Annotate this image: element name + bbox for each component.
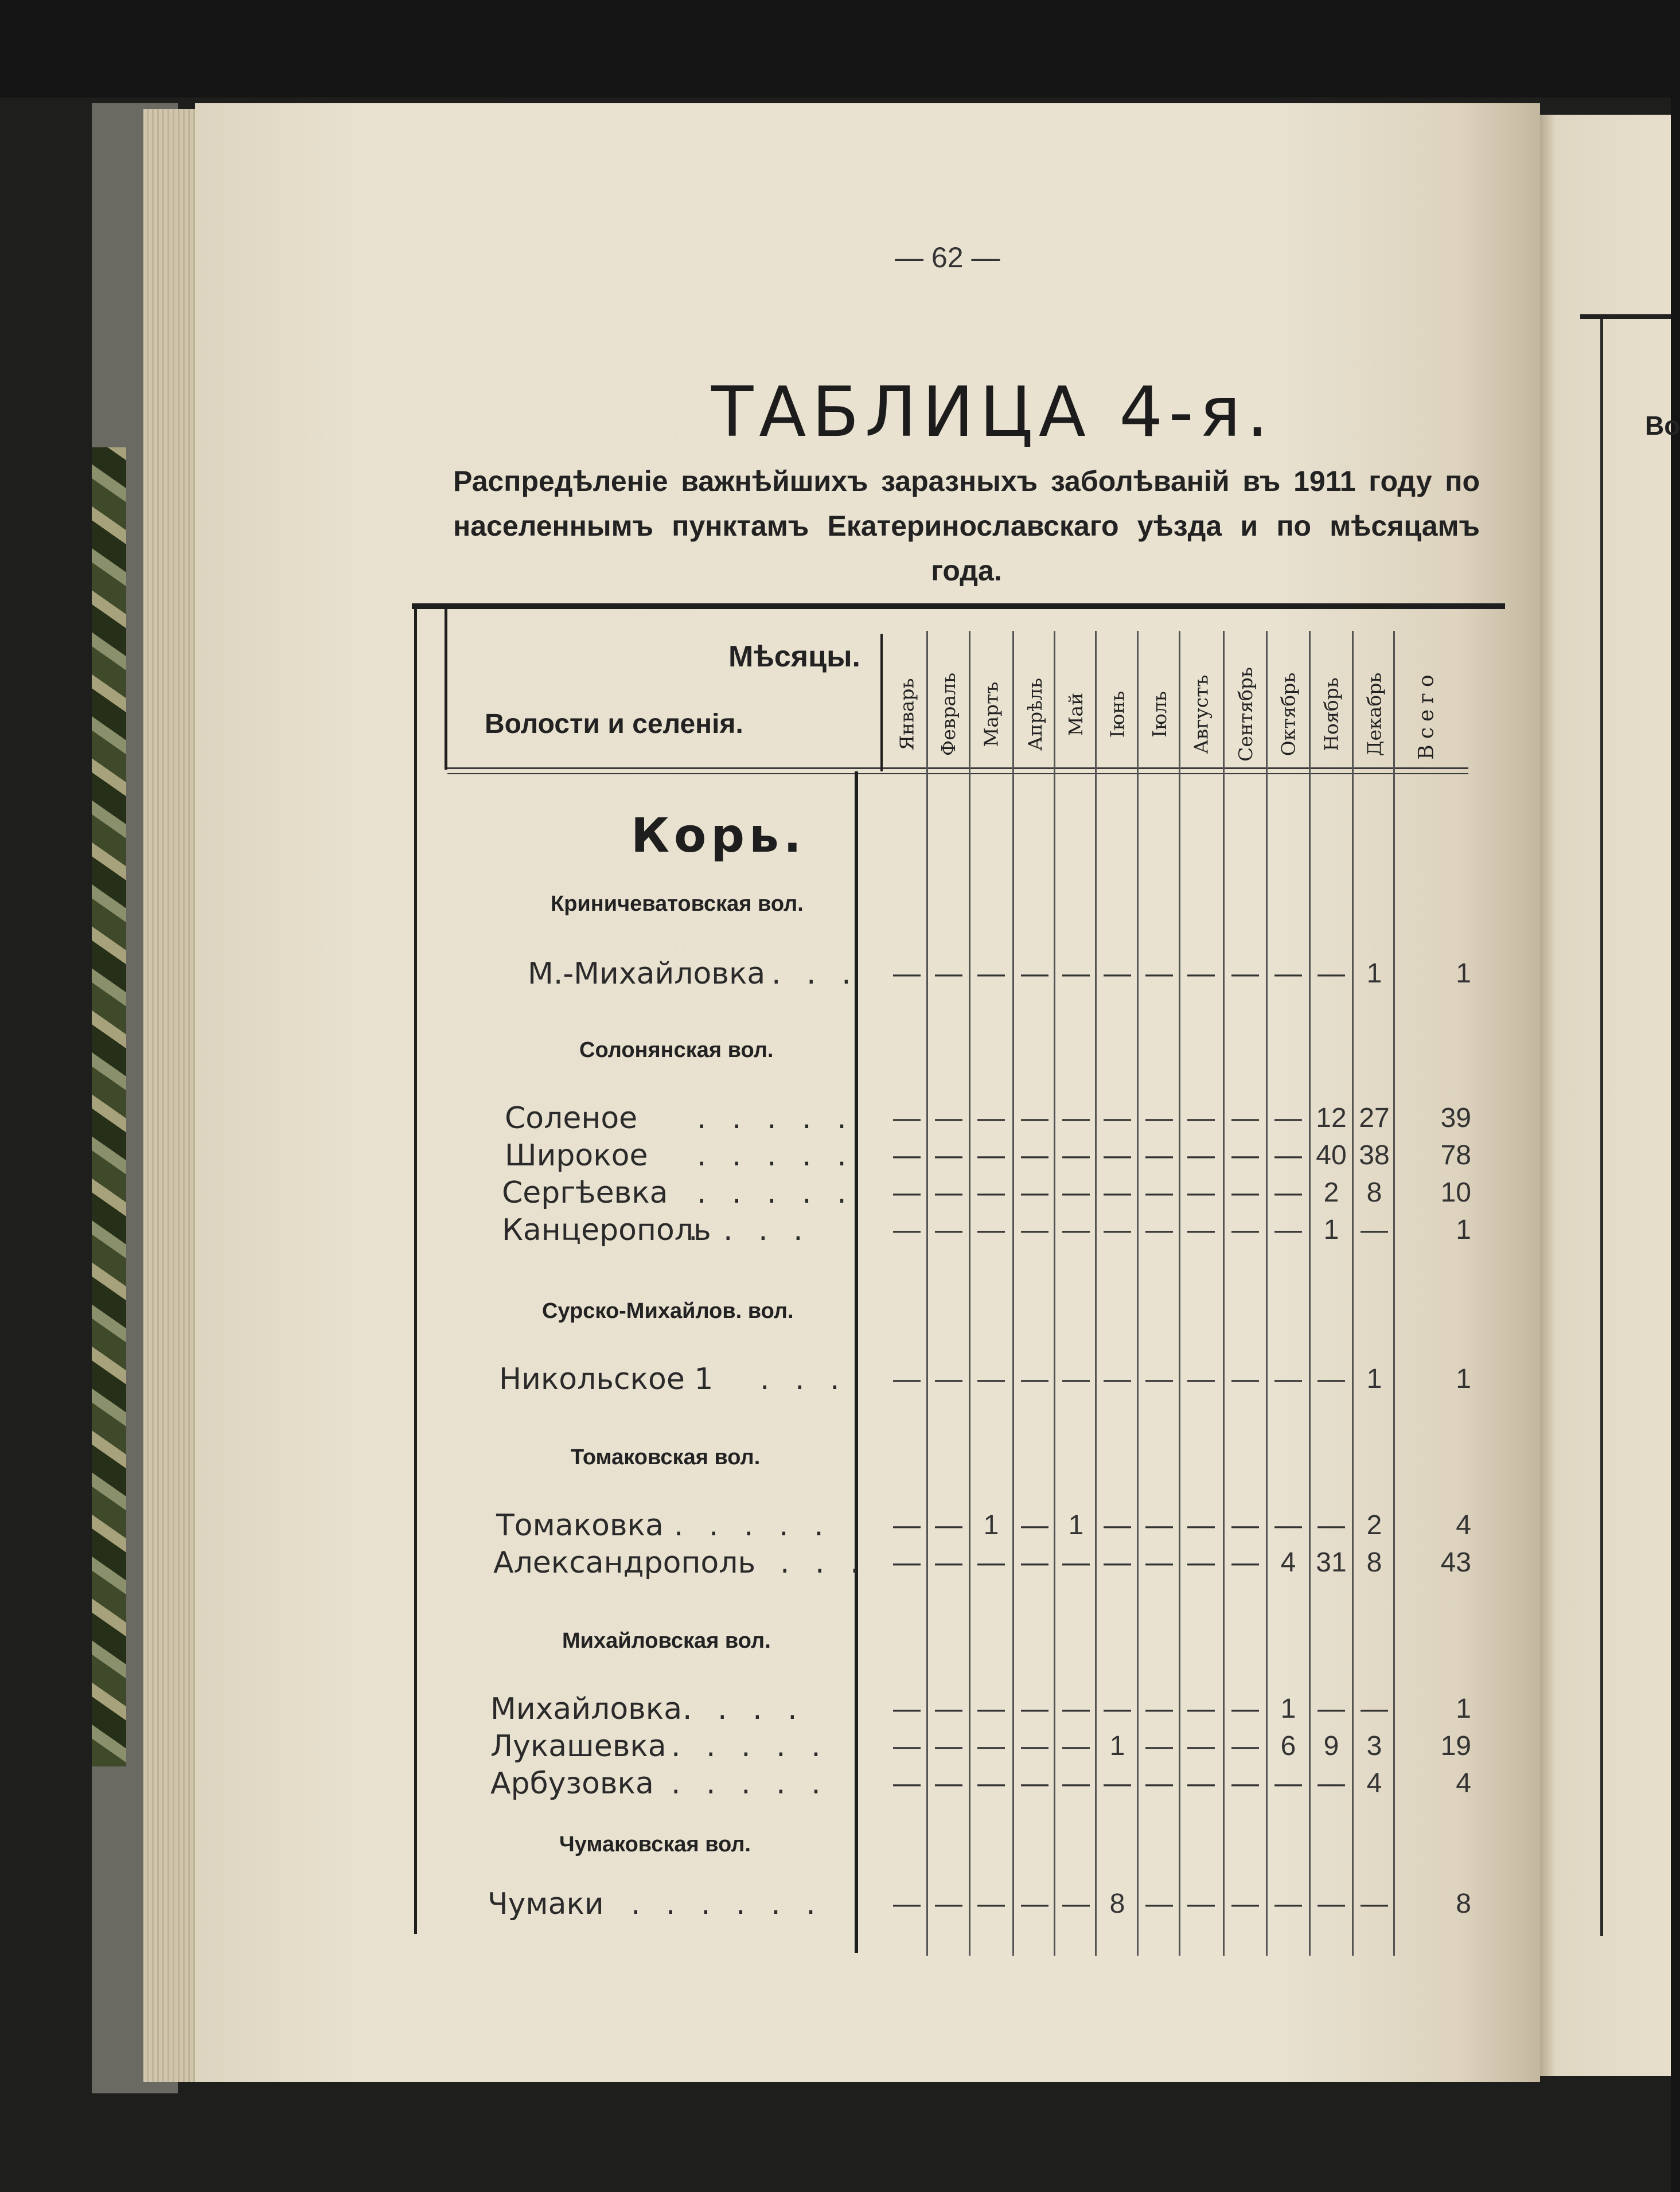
leader-dots: . . . . [688,1213,811,1247]
leader-dots: . . . [780,1546,868,1580]
month-cell: — [1187,958,1215,989]
volost-heading: Томаковская вол. [571,1445,761,1469]
month-cell: — [1021,1177,1048,1208]
month-cell: 1 [1366,958,1382,989]
total-cell: 19 [1440,1731,1471,1761]
month-cell: — [977,1889,1005,1919]
month-cell: — [1104,1140,1131,1171]
month-cell: — [1062,1694,1090,1724]
month-header [928,651,969,777]
table-row [499,1362,1486,1397]
month-cell: — [1274,1177,1302,1208]
leader-dots: . . . . . [697,1138,855,1173]
settlement-name: Томаковка [496,1508,664,1543]
month-header [886,651,927,777]
month-cell: 1 [983,1510,999,1540]
month-cell: — [1274,1510,1302,1540]
month-cell: — [1062,1177,1090,1208]
month-cell: — [935,1364,962,1394]
month-header [1268,651,1309,777]
month-cell: — [1231,1547,1259,1578]
month-header [1014,651,1055,777]
month-cell: 9 [1323,1731,1339,1761]
table-title: ТАБЛИЦА 4-я. [711,373,1274,453]
marbled-edge [92,447,126,1766]
total-cell: 43 [1440,1547,1471,1578]
month-cell: — [1104,1768,1131,1799]
month-cell: — [1318,1768,1345,1799]
month-header [1225,651,1266,777]
table-row [493,1546,1480,1580]
month-cell: 8 [1366,1177,1382,1208]
month-cell: 31 [1316,1547,1347,1578]
month-header-label: Августъ [1190,674,1213,754]
table-row [490,1692,1477,1726]
month-header-label: Іюнь [1106,691,1129,738]
month-header-label: Май [1065,692,1087,736]
month-cell: — [1231,1889,1259,1919]
month-cell: — [1187,1177,1215,1208]
month-cell: — [977,1103,1005,1133]
month-cell: — [1021,1768,1048,1799]
month-cell: — [935,958,962,989]
stub-divider [445,609,447,770]
month-cell: — [935,1731,962,1761]
month-cell: — [1062,1364,1090,1394]
settlement-name: Соленое [505,1101,638,1136]
volost-heading: Михайловская вол. [562,1629,771,1653]
month-cell: 1 [1280,1694,1296,1724]
month-cell: — [977,1547,1005,1578]
month-cell: — [1231,1510,1259,1540]
month-cell: — [1318,958,1345,989]
month-header [1354,651,1395,777]
month-cell: — [1187,1889,1215,1919]
month-cell: — [1231,1140,1259,1171]
month-cell: — [893,958,921,989]
page-number: — 62 — [895,241,1000,274]
settlement-name: Михайловка [490,1692,683,1726]
month-cell: — [935,1103,962,1133]
month-header-label: Мартъ [980,681,1003,747]
month-cell: — [1361,1694,1388,1724]
month-cell: — [1231,1731,1259,1761]
month-cell: — [1187,1215,1215,1245]
month-cell: — [1318,1694,1345,1724]
month-cell: — [1274,1364,1302,1394]
leader-dots: . . . [771,957,859,991]
month-header [1311,651,1352,777]
leader-dots: . . . . . [697,1176,855,1210]
month-header [1055,651,1097,777]
month-cell: — [1145,1768,1173,1799]
month-cell: — [935,1177,962,1208]
month-cell: — [1145,1889,1173,1919]
month-cell: 1 [1109,1731,1125,1761]
month-cell: — [1145,1547,1173,1578]
month-cell: — [1145,1731,1173,1761]
month-cell: — [977,1364,1005,1394]
month-header-label: Октябрь [1277,672,1300,756]
month-header-label: Апрѣль [1023,677,1046,751]
month-cell: — [893,1547,921,1578]
month-cell: 8 [1366,1547,1382,1578]
month-header [1139,651,1180,777]
month-cell: 38 [1359,1140,1390,1171]
month-cell: — [1318,1510,1345,1540]
month-cell: — [1062,1731,1090,1761]
month-cell: 2 [1323,1177,1339,1208]
month-cell: — [1104,1177,1131,1208]
month-cell: — [1361,1889,1388,1919]
total-cell: 10 [1440,1177,1471,1208]
table-row [490,1766,1477,1801]
volost-heading: Криничеватовская вол. [551,892,804,916]
month-cell: — [1021,1103,1048,1133]
month-cell: — [1104,1694,1131,1724]
month-cell: — [1274,1103,1302,1133]
table-row [496,1508,1483,1543]
settlement-name: Широкое [505,1138,648,1173]
month-cell: — [1361,1215,1388,1245]
month-cell: 1 [1068,1510,1084,1540]
month-cell: — [893,1364,921,1394]
month-cell: — [1021,1731,1048,1761]
volosts-header: Волости и селенія. [485,709,743,739]
table-row [502,1176,1488,1210]
month-cell: 8 [1109,1889,1125,1919]
month-cell: — [1145,1364,1173,1394]
month-cell: — [1145,958,1173,989]
settlement-name: Канцерополь [502,1213,711,1247]
total-cell: 39 [1440,1103,1471,1133]
month-cell: — [1231,958,1259,989]
month-cell: — [1318,1889,1345,1919]
month-cell: — [1062,1215,1090,1245]
month-cell: — [1145,1510,1173,1540]
month-cell: — [935,1510,962,1540]
month-cell: — [1062,1547,1090,1578]
month-cell: — [893,1215,921,1245]
table-row [502,1213,1488,1247]
month-cell: — [893,1177,921,1208]
month-cell: — [1231,1177,1259,1208]
month-cell: — [1274,958,1302,989]
leader-dots: . . . . . [671,1729,829,1764]
month-cell: — [935,1215,962,1245]
month-cell: — [977,1694,1005,1724]
volost-heading: Чумаковская вол. [559,1832,751,1856]
month-cell: — [977,958,1005,989]
month-cell: — [977,1215,1005,1245]
month-cell: — [1231,1215,1259,1245]
month-cell: — [893,1140,921,1171]
settlement-name: Александрополь [493,1546,756,1580]
month-header-label: Ноябрь [1320,677,1343,751]
right-page-text: Во [1645,411,1680,440]
month-header [1180,651,1222,777]
month-cell: — [1021,1510,1048,1540]
total-cell: 1 [1456,958,1471,989]
month-cell: — [1104,1364,1131,1394]
total-cell: 1 [1456,1694,1471,1724]
total-cell: 8 [1456,1889,1471,1919]
settlement-name: М.-Михайловка [528,957,766,991]
month-cell: — [1145,1103,1173,1133]
table-row [505,1138,1491,1173]
month-cell: — [1145,1177,1173,1208]
month-cell: — [1231,1768,1259,1799]
settlement-name: Арбузовка [490,1766,654,1801]
total-header-label: Всего [1414,668,1439,760]
month-cell: 27 [1359,1103,1390,1133]
disease-name: Корь. [631,809,806,863]
month-cell: — [1062,1889,1090,1919]
leader-dots: . . . . . . [631,1887,824,1921]
month-cell: — [1062,1140,1090,1171]
month-cell: — [1021,1364,1048,1394]
month-cell: — [1231,1364,1259,1394]
month-cell: — [893,1731,921,1761]
month-cell: 6 [1280,1731,1296,1761]
month-cell: — [977,1140,1005,1171]
table-row [488,1887,1474,1921]
table-row [505,1101,1491,1136]
month-cell: — [893,1510,921,1540]
month-cell: — [1062,958,1090,989]
month-cell: — [893,1889,921,1919]
month-cell: — [1187,1694,1215,1724]
month-header-label: Январь [895,678,918,750]
month-cell: — [1231,1103,1259,1133]
month-header-label: Іюль [1148,691,1171,738]
month-cell: — [1187,1103,1215,1133]
month-header-label: Декабрь [1363,672,1386,756]
header-column-border [880,634,883,771]
table-top-rule [412,603,1505,609]
month-cell: — [977,1177,1005,1208]
month-cell: — [1145,1140,1173,1171]
settlement-name: Лукашевка [490,1729,666,1764]
total-cell: 4 [1456,1768,1471,1799]
total-cell: 78 [1440,1140,1471,1171]
settlement-name: Сергѣевка [502,1176,668,1210]
month-cell: — [1104,1215,1131,1245]
month-header-label: Сентябрь [1234,666,1257,762]
month-cell: — [893,1694,921,1724]
month-cell: — [1021,1547,1048,1578]
month-cell: — [1104,1103,1131,1133]
month-cell: — [1104,1510,1131,1540]
settlement-name: Чумаки [488,1887,604,1921]
month-cell: — [1187,1731,1215,1761]
month-cell: — [935,1889,962,1919]
month-cell: 12 [1316,1103,1347,1133]
month-cell: — [977,1768,1005,1799]
month-cell: — [1104,1547,1131,1578]
month-cell: 1 [1366,1364,1382,1394]
month-cell: — [935,1547,962,1578]
month-header [970,651,1012,777]
settlement-name: Никольское 1 [499,1362,714,1397]
month-cell: 4 [1280,1547,1296,1578]
leader-dots: . . . [760,1362,848,1397]
month-header-label: Февраль [937,672,960,756]
month-cell: — [1274,1140,1302,1171]
leader-dots: . . . . [683,1692,805,1726]
month-cell: — [1318,1364,1345,1394]
month-cell: — [1104,958,1131,989]
month-header [1097,651,1138,777]
month-cell: — [1021,1140,1048,1171]
table-row [528,957,1514,991]
month-cell: — [1062,1768,1090,1799]
month-cell: — [893,1768,921,1799]
month-cell: — [1021,1215,1048,1245]
month-cell: — [1274,1215,1302,1245]
month-cell: — [893,1103,921,1133]
month-cell: — [1062,1103,1090,1133]
month-cell: 1 [1323,1215,1339,1245]
total-cell: 4 [1456,1510,1471,1540]
month-cell: — [1274,1889,1302,1919]
month-cell: — [1145,1694,1173,1724]
month-cell: — [1187,1768,1215,1799]
month-cell: — [1021,1889,1048,1919]
leader-dots: . . . . . [697,1101,855,1136]
right-page [1540,115,1671,2076]
month-cell: — [977,1731,1005,1761]
month-cell: — [1231,1694,1259,1724]
month-cell: 40 [1316,1140,1347,1171]
month-cell: — [1187,1510,1215,1540]
month-cell: — [1274,1768,1302,1799]
total-cell: 1 [1456,1215,1471,1245]
months-header: Мѣсяцы. [728,640,860,673]
table-row [490,1729,1477,1764]
leader-dots: . . . . . [671,1766,829,1801]
month-cell: — [1021,1694,1048,1724]
table-subtitle: Распредѣленіе важнѣйшихъ заразныхъ заболѣваній въ 1911 году по населеннымъ пунктамъ Екатеринославскаго уѣзда и по мѣсяцамъ года. [453,465,1480,587]
right-page-rule [1580,314,1671,319]
table-left-border [414,609,417,1934]
month-cell: — [1187,1140,1215,1171]
total-header [1401,651,1452,777]
leader-dots: . . . . . [674,1508,832,1543]
month-cell: 2 [1366,1510,1382,1540]
total-cell: 1 [1456,1364,1471,1394]
month-cell: — [1187,1547,1215,1578]
volost-heading: Сурско-Михайлов. вол. [542,1299,794,1323]
month-cell: — [1021,958,1048,989]
month-cell: — [935,1140,962,1171]
right-page-line [1600,319,1603,1936]
month-cell: 3 [1366,1731,1382,1761]
month-cell: 4 [1366,1768,1382,1799]
month-cell: — [935,1694,962,1724]
volost-heading: Солонянская вол. [579,1038,774,1062]
month-cell: — [1145,1215,1173,1245]
month-cell: — [935,1768,962,1799]
month-cell: — [1187,1364,1215,1394]
